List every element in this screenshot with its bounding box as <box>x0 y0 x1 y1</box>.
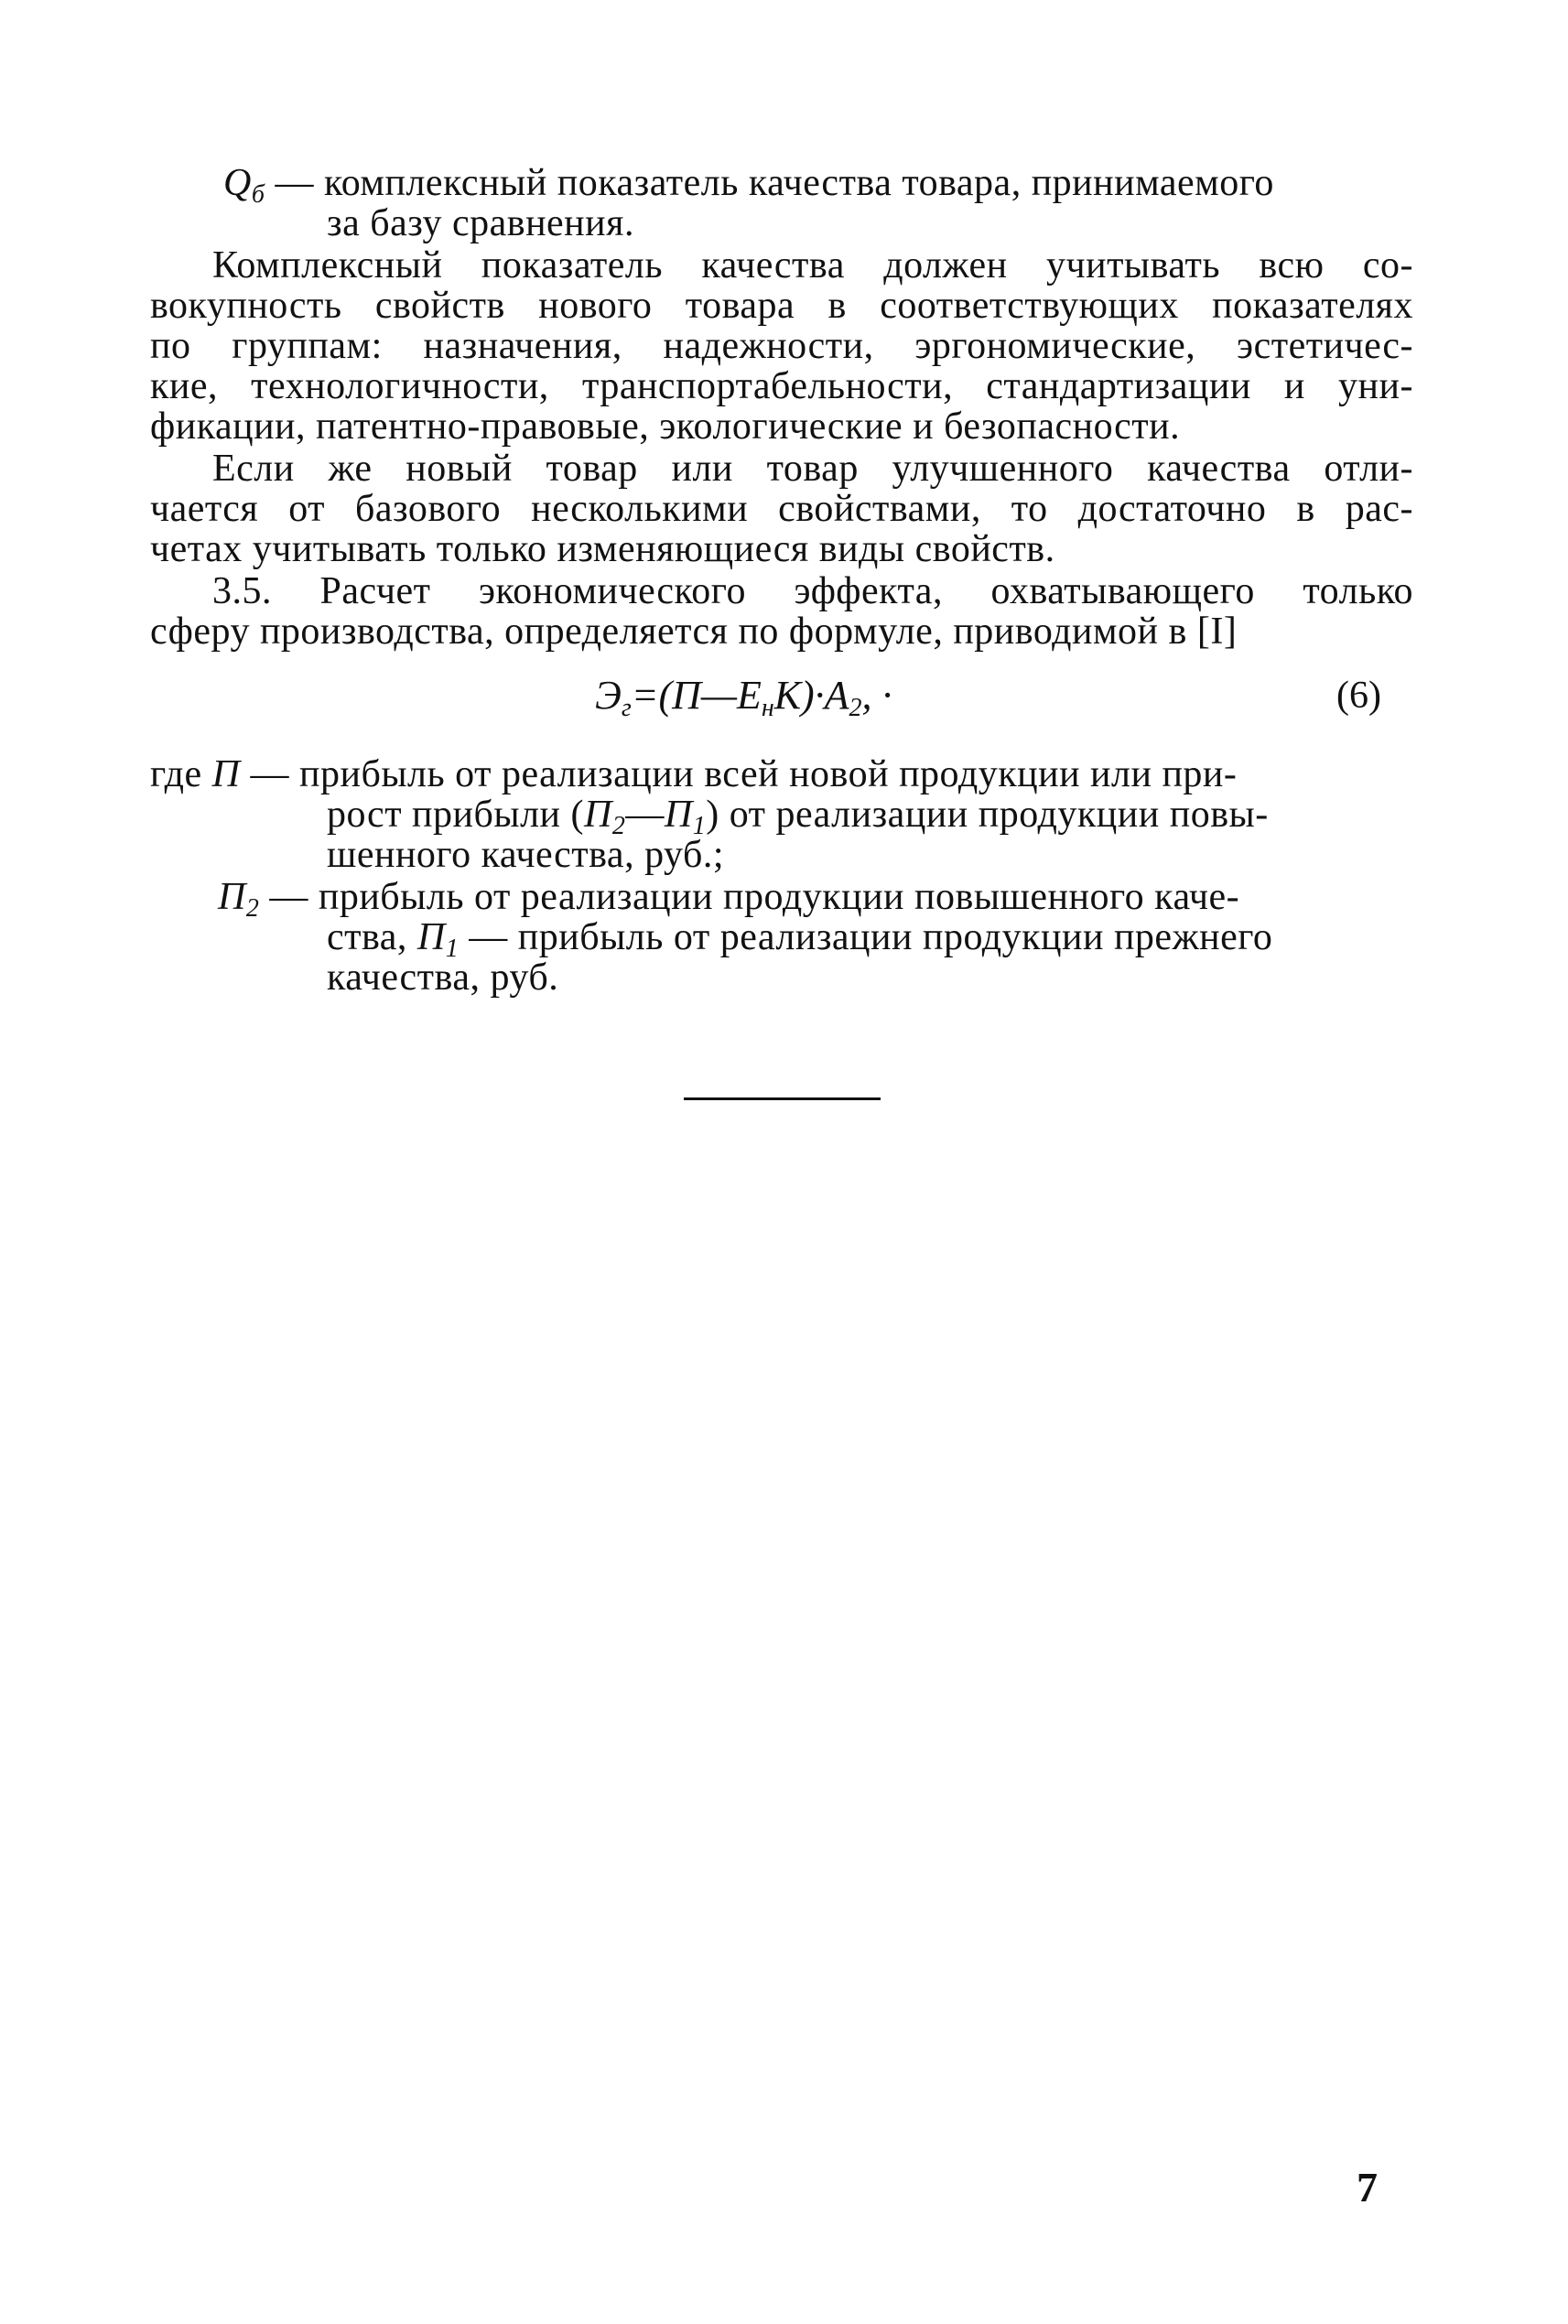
formula-eq: =(П—Е <box>631 673 762 718</box>
formula-lhs: Э <box>595 673 622 718</box>
paragraph-4-line-2: сферу производства, определяется по формуле, приводимой в [I] <box>150 611 1238 653</box>
paragraph-2-line-5: фикации, патентно-правовые, экологические и безопасности. <box>150 405 1181 448</box>
formula-tail: , · <box>861 673 892 718</box>
where-p-line-2 <box>327 793 1269 840</box>
where-p2-line-2-b: — прибыль от реализации продукции прежнего <box>459 916 1273 958</box>
where-p1-symbol: П <box>416 916 446 958</box>
definition-q-text: — комплексный показатель качества товара, принимаемого <box>265 162 1274 204</box>
where-p-line-2-a: рост прибыли ( <box>327 794 585 836</box>
where-p2-line-3: качества, руб. <box>327 957 559 999</box>
separator-rule <box>684 1097 881 1100</box>
where-p-line-3: шенного качества, руб.; <box>327 834 725 876</box>
where-p-line-2-b: ) от реализации продукции повы- <box>706 794 1269 836</box>
where-p2-line-1 <box>218 875 1240 923</box>
formula-a-subscript: 2 <box>849 694 862 722</box>
where-p2-symbol-sub: 2 <box>245 894 260 923</box>
paragraph-2-line-2: вокупность свойств нового товара в соответствующих показателях <box>150 285 1413 327</box>
where-p2-ref: П <box>584 794 612 836</box>
where-p1-ref: П <box>664 794 693 836</box>
symbol-q: Q <box>223 162 252 204</box>
where-p2-line-2 <box>327 915 1273 963</box>
paragraph-4-line-1: 3.5. Расчет экономического эффекта, охватывающего только <box>212 570 1413 612</box>
definition-q-line-1 <box>223 161 1274 209</box>
symbol-q-subscript: б <box>251 180 265 209</box>
page-number: 7 <box>1357 2164 1378 2211</box>
paragraph-3-line-2: чается от базового несколькими свойствами, то достаточно в рас- <box>150 488 1413 530</box>
paragraph-2-line-3: по группам: назначения, надежности, эргономические, эстетичес- <box>150 325 1413 367</box>
where-p1-symbol-sub: 1 <box>445 935 460 963</box>
where-p1-ref-sub: 1 <box>692 812 707 840</box>
paragraph-2-line-1: Комплексный показатель качества должен учитывать всю со- <box>212 244 1413 286</box>
where-p2-symbol: П <box>218 876 246 918</box>
where-dash: — <box>625 794 665 836</box>
formula-number: (6) <box>1336 675 1381 717</box>
formula-k: К)·А <box>773 673 849 718</box>
paragraph-2-line-4: кие, технологичности, транспортабельности, стандартизации и уни- <box>150 365 1413 407</box>
paragraph-3-line-3: четах учитывать только изменяющиеся виды свойств. <box>150 528 1055 570</box>
definition-q-line-2: за базу сравнения. <box>327 202 634 244</box>
where-p-line-1 <box>150 752 1237 796</box>
where-p2-text: — прибыль от реализации продукции повышенного каче- <box>259 876 1240 918</box>
where-p-symbol: П <box>211 753 241 795</box>
formula-lhs-subscript: г <box>621 694 632 722</box>
where-p2-line-2-a: ства, <box>327 916 417 958</box>
where-lead: где <box>150 753 202 795</box>
where-p2-ref-sub: 2 <box>611 812 626 840</box>
paragraph-3-line-1: Если же новый товар или товар улучшенного качества отли- <box>212 448 1413 490</box>
formula-6 <box>595 672 892 722</box>
where-p-text: — прибыль от реализации всей новой продукции или при- <box>240 753 1238 795</box>
formula-en-subscript: н <box>761 694 774 722</box>
